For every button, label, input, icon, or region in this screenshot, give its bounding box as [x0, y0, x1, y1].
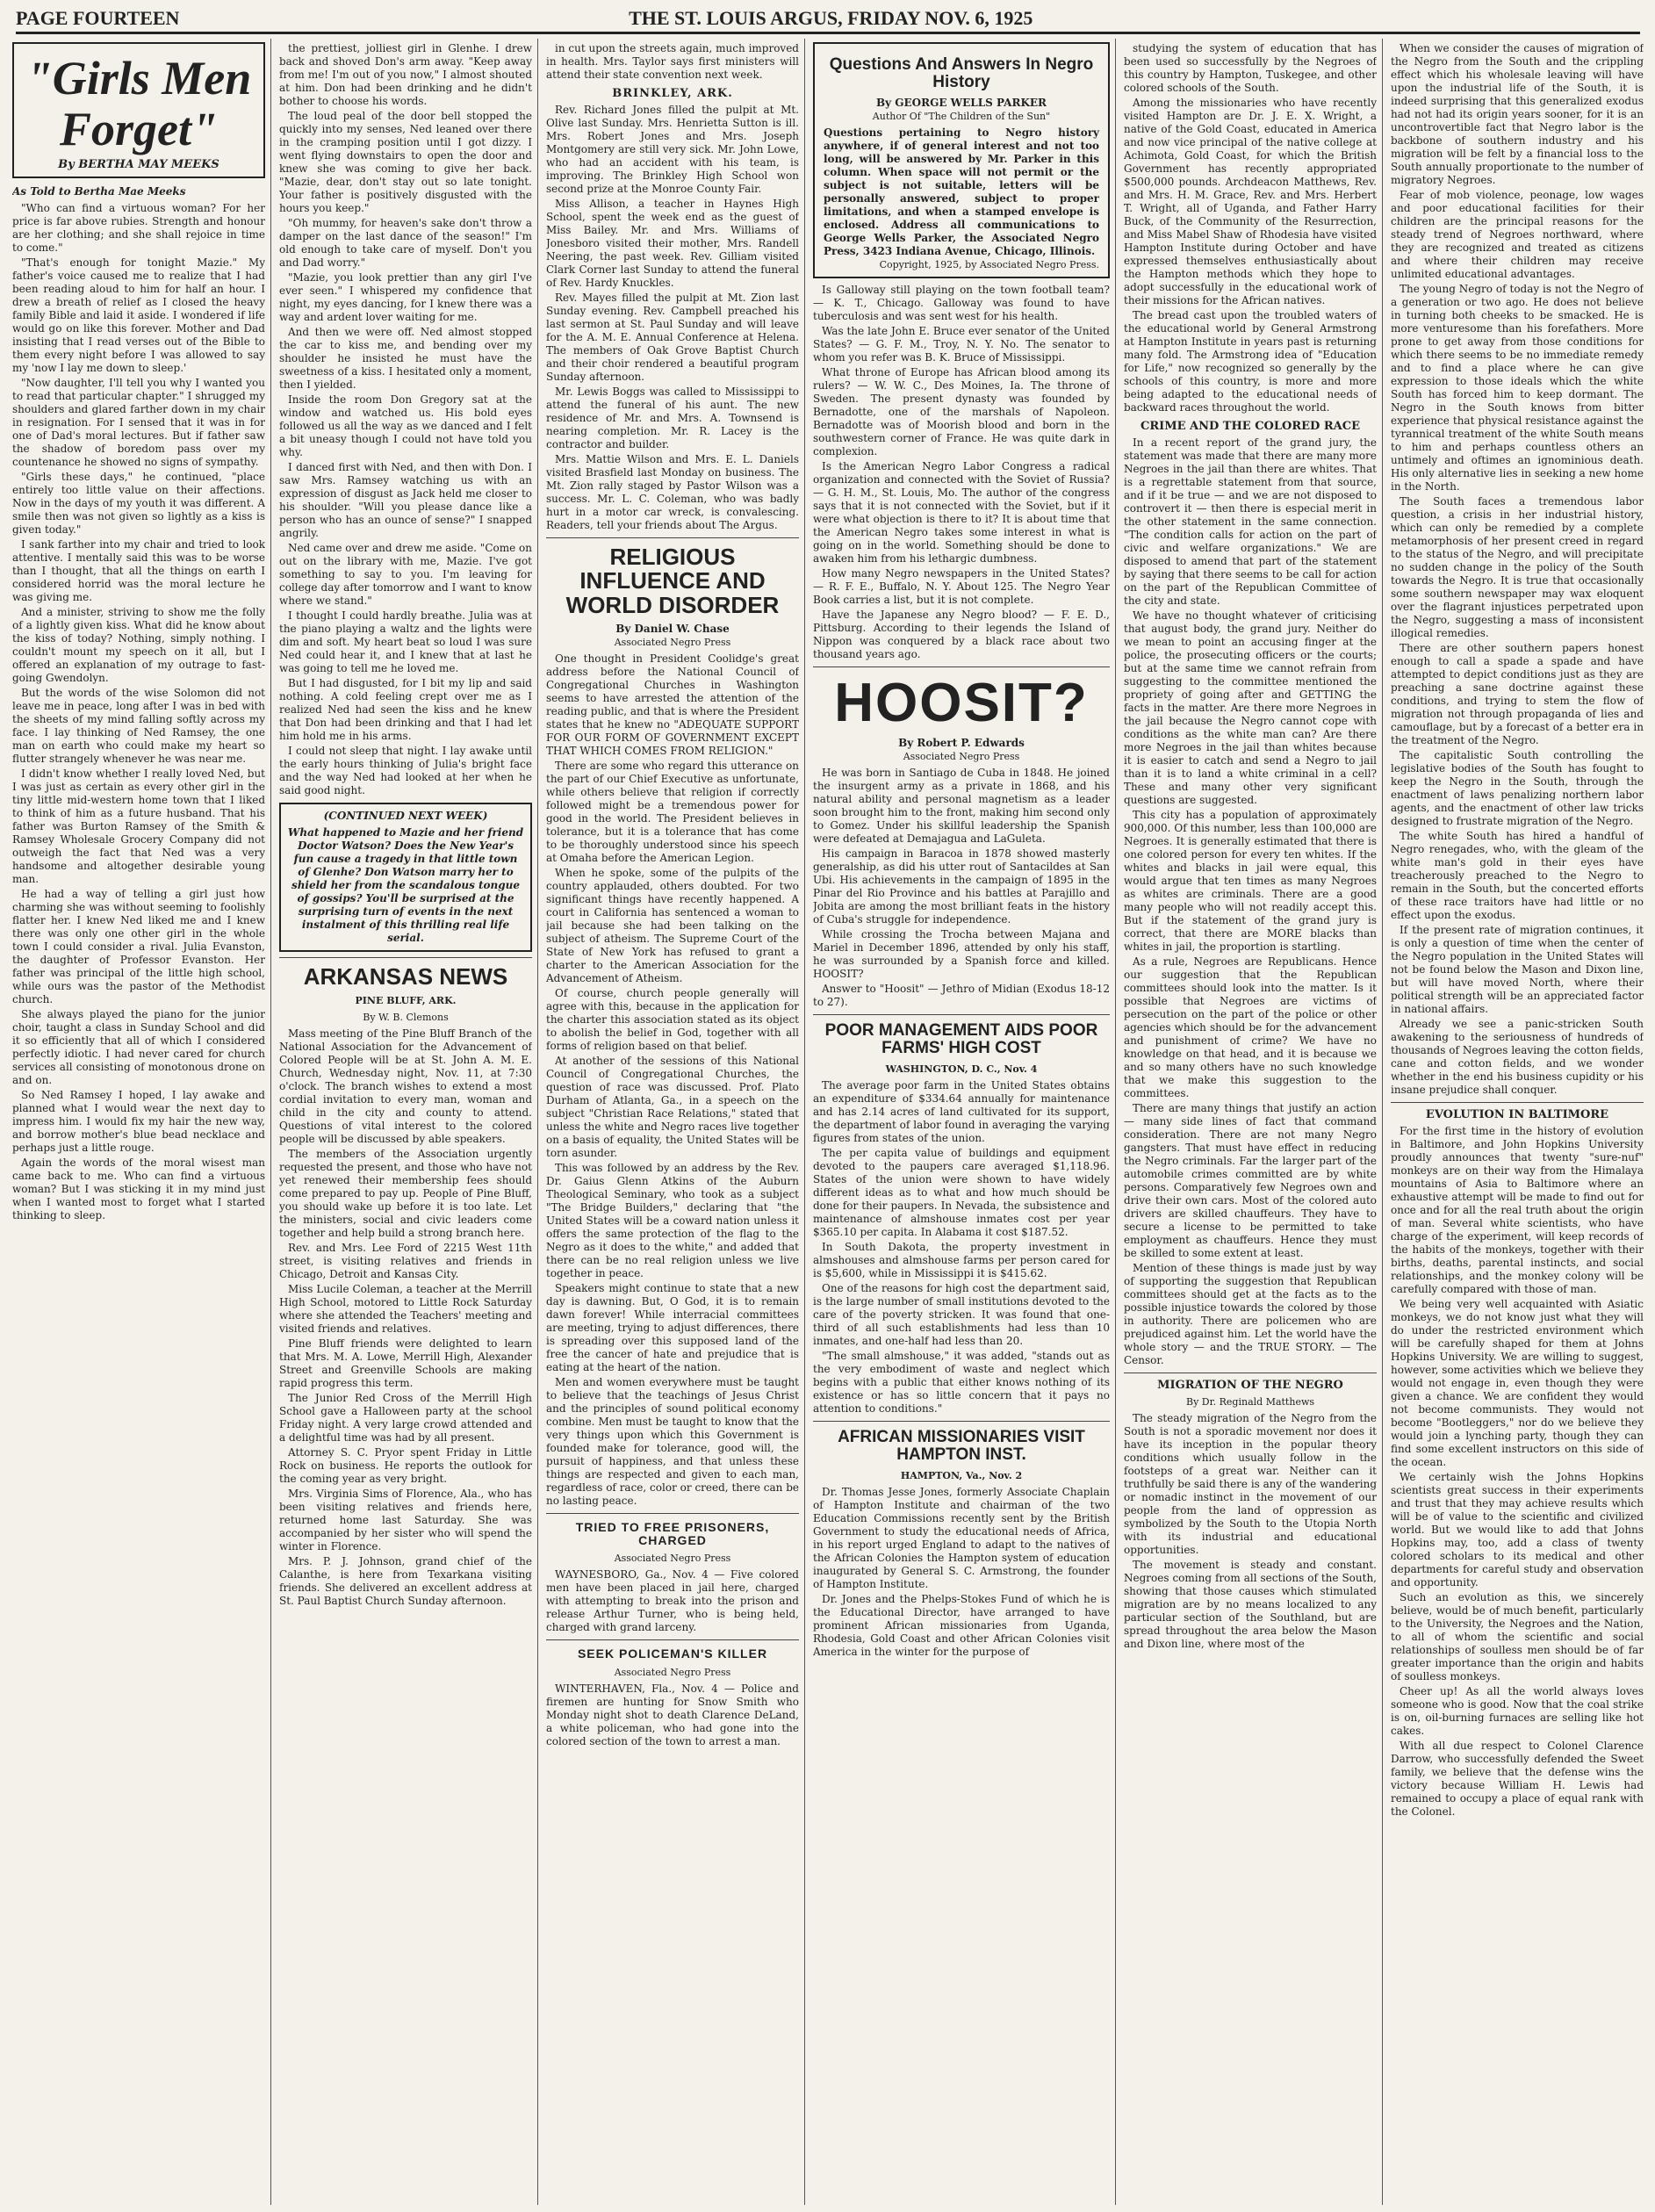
column-rule [804, 39, 805, 2205]
paragraph: Answer to "Hoosit" — Jethro of Midian (Exodus 18-12 to 27). [813, 982, 1110, 1008]
paragraph: in cut upon the streets again, much improved in health. Mrs. Taylor says first ministers will attend their state convention next week. [546, 42, 799, 81]
divider [813, 1421, 1110, 1422]
column-4 [813, 42, 1110, 2203]
paragraph: Have the Japanese any Negro blood? — F. E. D., Pittsburg. According to their legends the Island of Nippon was conquered by a black race about two thousand years ago. [813, 608, 1110, 660]
religious-byline: By Daniel W. Chase [615, 622, 730, 635]
religious-influence-headline: RELIGIOUS INFLUENCE AND WORLD DISORDER [565, 544, 780, 618]
poor-management-dateline: WASHINGTON, D. C., Nov. 4 [885, 1063, 1038, 1075]
paragraph: "Oh mummy, for heaven's sake don't throw a damper on the last dance of the season!" I'm old enough to take care of myself. Don't you and Dad worry." [279, 217, 532, 269]
paragraph: The bread cast upon the troubled waters of the educational world by General Armstrong at Hampton Institute in years past is returning many fold. The Armstrong idea of "Education for Life," now recognized so generally by the schools of this country, is more and more being adapted to the educational needs of backward races throughout the world. [1124, 309, 1377, 414]
paragraph: Inside the room Don Gregory sat at the window and watched us. His bold eyes followed us all the way as we danced and I felt a bit uneasy though I could not have told you why. [279, 393, 532, 458]
hoosit-agency: Associated Negro Press [903, 750, 1020, 762]
divider [546, 1639, 799, 1640]
paragraph: One of the reasons for high cost the department said, is the large number of small institutions devoted to the care of the poverty stricken. It was found that one-third of all such establishments had less than 10 inmates, and one-half had less than 20. [813, 1281, 1110, 1347]
paragraph: Dr. Jones and the Phelps-Stokes Fund of which he is the Educational Director, have arranged to have prominent African missionaries from Uganda, Rhodesia, Gold Coast and other African Colonies visit America in the winter for the purpose of [813, 1592, 1110, 1658]
paragraph: Pine Bluff friends were delighted to learn that Mrs. M. A. Lowe, Merrill High, Alexander Street and Greenville Schools are making rapid progress this term. [279, 1337, 532, 1390]
divider [279, 957, 532, 958]
paragraph: There are many things that justify an action — many side lines of fact that command consideration. There are not many Negro gangsters. That must have effect in reducing the Negro criminals. Far the larger part of the automobile crimes committed are by white persons. Comparatively few Negroes own and drive their own cars. Most of the colored auto drivers are skilled chauffeurs. They have to secure a license to be permitted to take employment as chauffeurs. Hence they must be skilled to some extent at least. [1124, 1102, 1377, 1259]
serial-title-box [12, 42, 265, 178]
column-rule [270, 39, 271, 2205]
paragraph: The movement is steady and constant. Negroes coming from all sections of the South, showing that those causes which stimulated migration are by no means localized to any particular section of the Southland, but are spread throughout the area below the Mason and Dixon line, where most of the [1124, 1559, 1377, 1650]
paragraph: "Who can find a virtuous woman? For her price is far above rubies. Strength and honour are her clothing; and she shall rejoice in time to come." [12, 202, 265, 254]
paragraph: The South faces a tremendous labor question, a crisis in her industrial history, which can only be remedied by a complete metamorphosis of her present creed in regard to the status of the Negro, and will precipitate no sudden change in the policy of the South towards the Negro. It is true that occasionally some southern newspaper may wax eloquent over the flagrant injustices perpetrated upon the Negro, suggesting a mass of inconsistent illogical remedies. [1391, 495, 1644, 639]
paragraph: With all due respect to Colonel Clarence Darrow, who successfully defended the Sweet family, we believe that the defense wins the victory because William H. Lewis had remained to occupy a place of equal rank with the Colonel. [1391, 1740, 1644, 1818]
divider [813, 666, 1110, 667]
divider [546, 1513, 799, 1514]
paragraph: The steady migration of the Negro from the South is not a sporadic movement nor does it have its inception in the popular theory conditions which usually follow in the footsteps of a great war. Neither can it truthfully be said there is any of the wandering or nomadic instinct in the movement of our people from the land of oppression as symbolized by the South to the Utopia North with its industrial and educational opportunities. [1124, 1412, 1377, 1556]
column-rule [1382, 39, 1383, 2205]
paragraph: Miss Lucile Coleman, a teacher at the Merrill High School, motored to Little Rock Saturday where she attended the Teachers' meeting and visited friends and relatives. [279, 1283, 532, 1336]
paragraph: His campaign in Baracoa in 1878 showed masterly generalship, as did his utter rout of Santacildes at San Ubi. His achievements in the campaign of 1895 in the Pinar del Rio Province and his battles at Parajillo and Jobita are among the most brilliant feats in the history of Cuba's struggle for independence. [813, 847, 1110, 926]
questions-byline: By GEORGE WELLS PARKER [875, 96, 1047, 109]
paragraph: Is the American Negro Labor Congress a radical organization and connected with the Soviet of Russia? — G. H. M., St. Louis, Mo. The author of the congress says that it is not connected with the Soviet, but if it were what objection is there to it? It is about time that the American Negro takes some interest in what is going on in the world. Something should be done to awaken him from his lethargic dumbness. [813, 459, 1110, 565]
paragraph: The capitalistic South controlling the legislative bodies of the South has fought to keep the Negro in the South, through the enactment of laws penalizing northern labor agents, and the enactment of other law tricks designed to frustrate migration of the Negro. [1391, 749, 1644, 827]
paragraph: There are other southern papers honest enough to call a spade a spade and have attempted to depict conditions just as they are preaching a sane doctrine against these conditions, and trying to stem the flow of migration not through propaganda of lies and camouflage, but by a forecast of a better era in the treatment of the Negro. [1391, 642, 1644, 746]
paragraph: How many Negro newspapers in the United States? — R. F. E., Buffalo, N. Y. About 125. The Negro Year Book carries a list, but it is not complete. [813, 566, 1110, 606]
migration-byline: By Dr. Reginald Matthews [1185, 1396, 1315, 1408]
serial-title: "Girls Men Forget" [25, 52, 252, 155]
paragraph: The Junior Red Cross of the Merrill High School gave a Halloween party at the school Friday night. A very large crowd attended and a delightful time was had by all present. [279, 1392, 532, 1445]
paragraph: When he spoke, some of the pulpits of the country applauded, others doubted. For two significant things have recently happened. A court in California has sentenced a woman to jail because she had been talking on the subject of atheism. The Supreme Court of the State of New York has refused to grant a charter to the American Association for the Advancement of Atheism. [546, 866, 799, 984]
paragraph: But the words of the wise Solomon did not leave me in peace, long after I was in bed with the sheets of my mind falling softly across my face. I lay thinking of Ned Ramsey, the one man on earth who could make my heart so flutter strangely whenever he was near me. [12, 687, 265, 765]
page-label: PAGE FOURTEEN [16, 7, 180, 29]
column-rule [537, 39, 538, 2205]
paper-title-date: THE ST. LOUIS ARGUS, FRIDAY NOV. 6, 1925 [629, 7, 1033, 29]
paragraph: We being very well acquainted with Asiatic monkeys, we do not know just what they will do under the restricted environment which will be carefully shaped for them at Johns Hopkins University. We are willing to suggest, however, some activities which we believe they would not engage in, even though they were given a chance. We are confident they would not become communists. They would not become "Bootleggers," nor do we believe they would join a lynching party, though they can find some excellent instructors on this side of the ocean. [1391, 1298, 1644, 1468]
serial-teaser: What happened to Mazie and her friend Doctor Watson? Does the New Year's fun cause a tragedy in that little town of Glenhe? Don Watson marry her to shield her from the scandalous tongue of gossips? You'll be surprised at the surprising turn of events in the next instalment of this thrilling real life serial. [287, 826, 524, 944]
paragraph: I could not sleep that night. I lay awake until the early hours thinking of Julia's bright face and the way Ned had looked at her when he said good night. [279, 745, 532, 796]
serial-body [12, 202, 265, 1222]
paragraph: So Ned Ramsey I hoped, I lay awake and planned what I would wear the next day to impress him. I would fix my hair the new way, and borrow mother's blue bead necklace and perhaps just a little rouge. [12, 1089, 265, 1154]
divider [813, 1014, 1110, 1015]
paragraph: Again the words of the moral wisest man came back to me. Who can find a virtuous woman? But I was sticking it in my mind just when I wanted most to forget what I started thinking to sleep. [12, 1156, 265, 1221]
brinkley-dateline: BRINKLEY, ARK. [612, 87, 733, 100]
paragraph: I thought I could hardly breathe. Julia was at the piano playing a waltz and the lights were dim and soft. My heart beat so loud I was sure Ned could hear it, and I knew that at last he was going to tell me he loved me. [279, 609, 532, 674]
paragraph: Rev. Richard Jones filled the pulpit at Mt. Olive last Sunday. Mrs. Henrietta Sutton is ill. Mrs. Robert Jones and Mrs. Joseph Montgomery are still very sick. Mr. John Lowe, who had an accident with his team, is improving. The Brinkley High School won second prize at the Monroe County Fair. [546, 104, 799, 195]
paragraph: I danced first with Ned, and then with Don. I saw Mrs. Ramsey watching us with an expression of disgust as Jack held me closer to his shoulder. "Will you please dance like a person who has an ounce of sense?" I snapped angrily. [279, 461, 532, 539]
serial-byline: By BERTHA MAY MEEKS [58, 158, 219, 171]
paragraph: In South Dakota, the property investment in almshouses and almshouse farms per person cared for is $5,600, while in Mississippi it is $415.62. [813, 1240, 1110, 1279]
african-missionaries-dateline: HAMPTON, Va., Nov. 2 [900, 1469, 1023, 1481]
paragraph: And then we were off. Ned almost stopped the car to kiss me, and bending over my shoulder he insisted he must have the sweetness of a kiss. I hesitated only a moment, then I yielded. [279, 326, 532, 391]
paragraph: He was born in Santiago de Cuba in 1848. He joined the insurgent army as a private in 1868, and his natural ability and personal magnetism as a leader soon brought him to the front, making him second only to Gomez. Under his skillful leadership the Spanish were defeated at Demajagua and LaGuleta. [813, 766, 1110, 845]
divider [1391, 1102, 1644, 1103]
paragraph: For the first time in the history of evolution in Baltimore, and John Hopkins University proudly announces that twenty "sure-nuf" monkeys are on their way from the Himalaya mountains of Asia to Baltimore where an exhaustive attempt will be made to find out for once and for all the real truth about the origin of man. Several white scientists, who have charge of the experiment, will keep records of the habits of the monkeys, together with their births, deaths, parental instincts, and social relationships, and the monkey colony will be carefully compared with those of man. [1391, 1125, 1644, 1295]
paragraph: As a rule, Negroes are Republicans. Hence our suggestion that the Republican committees should look into the matter. Is it possible that Negroes are victims of persecution on the part of the police or other agencies which should be for the advancement and punishment of crime? We have no knowledge on that head, and it is because we and so many others have no such knowledge that we make this suggestion to the committees. [1124, 955, 1377, 1099]
paragraph: "Girls these days," he continued, "place entirely too little value on their affections. Now in the days of my youth it was different. A smile then was not given so lightly as a kiss is given today." [12, 471, 265, 536]
paragraph: In a recent report of the grand jury, the statement was made that there are many more Negroes in the jail than there are whites. That is a regrettable statement from that source, and if it be true — and we are not disposed to controvert it — then there is especial merit in the other statement in the same connection. "The condition calls for action on the part of civic and welfare organizations." We are disposed to amend that part of the statement by saying that there seems to be call for action on the part of the Republican Committee of the city and state. [1124, 436, 1377, 607]
paragraph: Mention of these things is made just by way of supporting the suggestion that Republican committees should get at the facts as to the possible injustice towards the colored by those in authority. There are policemen who are prejudiced against him. Let the world have the whole story — and the TRUE STORY. — The Censor. [1124, 1262, 1377, 1366]
paragraph: Rev. Mayes filled the pulpit at Mt. Zion last Sunday evening. Rev. Campbell preached his last sermon at St. Paul Sunday and will leave for the A. M. E. Annual Conference at Helena. The members of Oak Grove Baptist Church and their choir rendered a beautiful program Sunday afternoon. [546, 292, 799, 383]
paragraph: The average poor farm in the United States obtains an expenditure of $334.64 annually for maintenance and has 2.14 acres of land cultivated for its support, the department of labor found in averaging the varying figures from states of the union. [813, 1078, 1110, 1144]
paragraph: WAYNESBORO, Ga., Nov. 4 — Five colored men have been placed in jail here, charged with attempting to break into the prison and release Arthur Turner, who is being held, charged with grand larceny. [546, 1568, 799, 1634]
hoosit-byline: By Robert P. Edwards [898, 736, 1025, 749]
short2-headline: SEEK POLICEMAN'S KILLER [577, 1646, 768, 1661]
column-5 [1124, 42, 1377, 2203]
african-missionaries-headline: AFRICAN MISSIONARIES VISIT HAMPTON INST. [838, 1427, 1085, 1464]
paragraph: The per capita value of buildings and equipment devoted to the paupers care averaged $1,118.96. States of the union were shown to have widely different ideas as to what and how much should be done for their paupers. In Nevada, the subsistence and maintenance of almshouse inmates cost per year $365.10 per capita. In Alabama it cost $187.52. [813, 1146, 1110, 1238]
migration-headline: MIGRATION OF THE NEGRO [1157, 1379, 1343, 1392]
poor-management-headline: POOR MANAGEMENT AIDS POOR FARMS' HIGH COST [824, 1020, 1098, 1057]
paragraph: Among the missionaries who have recently visited Hampton are Dr. J. E. X. Wright, a native of the Gold Coast, educated in America and now vice principal of the native college at Achimota, Gold Coast, for which the British Government has recently appropriated $500,000 pounds. Archdeacon Matthews, Rev. and Mrs. H. M. Grace, Rev. and Mrs. Herbert T. Wright, all of Uganda, and Father Harry Buck, of the Community of the Resurrection, and Miss Mabel Shaw of Rhodesia have visited Hampton Institute during October and have expressed themselves enthusiastically about the Hampton methods which they hope to adopt successfully in the educational work of their missions for the African natives. [1124, 97, 1377, 306]
paragraph: One thought in President Coolidge's great address before the National Council of Congregational Churches in Washington seems to have arrested the attention of the reading public, and that is where the President states that he knew no "ADEQUATE SUPPORT FOR OUR FORM OF GOVERNMENT EXCEPT THAT WHICH COMES FROM RELIGION." [546, 652, 799, 757]
questions-intro: Questions pertaining to Negro history anywhere, if of general interest and not too long, will be answered by Mr. Parker in this column. When space will not permit or the subject is not suitable, letters will be personally answered, subject to proper limitations, and when a stamped envelope is enclosed. Address all communications to George Wells Parker, the Associated Negro Press, 3423 Indiana Avenue, Chicago, Illinois. [824, 126, 1099, 257]
continued-label: (CONTINUED NEXT WEEK) [323, 810, 488, 822]
paragraph: Of course, church people generally will agree with this, because in the application for the charter this association stated as its object to abolish the belief in God, together with all forms of religion based on that belief. [546, 986, 799, 1052]
paragraph: I didn't know whether I really loved Ned, but I was just as certain as every other girl in the tiny little mid-western home town that I liked to think of him as a future husband. That his father was Burton Ramsey of the Smith & Ramsey Wholesale Grocery Company did not outweigh the fact that Ned was a very handsome and altogether desirable young man. [12, 767, 265, 885]
paragraph: "That's enough for tonight Mazie." My father's voice caused me to realize that I had been reading aloud to him for half an hour. I drew a breath of relief as I closed the heavy family Bible and laid it aside. I wondered if life would go on like this forever. Mother and Dad insisting that I read verses out of the Bible to them every night before I was allowed to say my 'now I lay me down to sleep.' [12, 256, 265, 374]
questions-headline: Questions And Answers In Negro History [829, 55, 1094, 91]
paragraph: While crossing the Trocha between Majana and Mariel in December 1896, attended by only his staff, he was surrounded by a Spanish force and killed. HOOSIT? [813, 927, 1110, 980]
column-6 [1391, 42, 1644, 2203]
paragraph: This was followed by an address by the Rev. Dr. Gaius Glenn Atkins of the Auburn Theological Seminary, who took as a subject "The Bridge Builders," declaring that "the United States will be a coward nation unless it offers the same protection of the flag to the Negro as it does to the white," and added that there can be no real religion unless we live together in peace. [546, 1161, 799, 1279]
paragraph: "Mazie, you look prettier than any girl I've ever seen." I whispered my confidence that night, my eyes dancing, for I knew there was a way and ardent lover waiting for me. [279, 271, 532, 323]
paragraph: What throne of Europe has African blood among its rulers? — W. W. C., Des Moines, Ia. The throne of Sweden. The present dynasty was founded by Bernadotte, one of the marshals of Napoleon. Bernadotte was of Moorish blood and born in the southwestern corner of France. He was quite dark in complexion. [813, 365, 1110, 458]
paragraph: This city has a population of approximately 900,000. Of this number, less than 100,000 are Negroes. It is generally estimated that there is one colored person for every ten whites. If the whites and blacks in jail were equal, this would argue that ten times as many Negroes as whites are criminals. There are a good many people who will not readily accept this. But if the statement of the grand jury is correct, that there are MORE blacks than whites in jail, the proportion is startling. [1124, 809, 1377, 953]
paragraph: WINTERHAVEN, Fla., Nov. 4 — Police and firemen are hunting for Snow Smith who Monday night shot to death Clarence DeLand, a white policeman, who had gone into the colored section of the town to arrest a man. [546, 1682, 799, 1747]
column-2 [279, 42, 532, 2203]
questions-copyright: Copyright, 1925, by Associated Negro Press. [879, 258, 1099, 270]
short1-agency: Associated Negro Press [614, 1553, 731, 1565]
paragraph: Cheer up! As all the world always loves someone who is good. Now that the coal strike is on, oil-burning furnaces are selling like hot cakes. [1391, 1685, 1644, 1737]
paragraph: We certainly wish the Johns Hopkins scientists great success in their experiments and trust that they may achieve results which will be of value to the scientific and civilized world. But we would like to add that Johns Hopkins may, too, add a class of twenty colored scholars to its medical and other departments for careful study and observation and opportunity. [1391, 1471, 1644, 1589]
paragraph: The members of the Association urgently requested the present, and those who have not yet renewed their membership fees should come prepared to pay up. People of Pine Bluff, you should wake up before it is too late. Let the ministers, social and civic leaders come together and help build a strong branch here. [279, 1148, 532, 1240]
paragraph: Fear of mob violence, peonage, low wages and poor educational facilities for their children are the principal reasons for the steady trend of Negroes northward, where they are recognized and treated as citizens and where their children may receive unlimited educational advantages. [1391, 189, 1644, 280]
hoosit-headline: HOOSIT? [834, 672, 1089, 733]
arkansas-byline: By W. B. Clemons [363, 1012, 449, 1024]
paragraph: Speakers might continue to state that a new day is dawning. But, O God, it is to remain dawn forever! While interracial committees are meeting, trying to adjust differences, there is spreading over this supposed land of the free the cancer of hate and prejudice that is eating at the heart of the nation. [546, 1281, 799, 1373]
paragraph: Mrs. P. J. Johnson, grand chief of the Calanthe, is here from Texarkana visiting friends. She delivered an excellent address at St. Paul Baptist Church Sunday afternoon. [279, 1555, 532, 1608]
paragraph: Mrs. Mattie Wilson and Mrs. E. L. Daniels visited Brasfield last Monday on business. The Mt. Zion rally staged by Pastor Wilson was a success. Mr. L. C. Coleman, who was badly hurt in a motor car wreck, is convalescing. Readers, tell your friends about The Argus. [546, 453, 799, 531]
serial-lead: As Told to Bertha Mae Meeks [12, 185, 186, 198]
paragraph: If the present rate of migration continues, it is only a question of time when the center of the Negro population in the United States will not be found below the Mason and Dixon line, but will have moved North, where their political strength will be an appreciated factor in national affairs. [1391, 924, 1644, 1015]
paragraph: Ned came over and drew me aside. "Come on out on the library with me, Mazie. I've got something to say to you. I'm leaving for college day after tomorrow and I want to know where we stand." [279, 542, 532, 607]
paragraph: Is Galloway still playing on the town football team? — K. T., Chicago. Galloway was found to have tuberculosis and was sent west for his health. [813, 283, 1110, 322]
paragraph: Men and women everywhere must be taught to believe that the teachings of Jesus Christ and the principles of sound political economy combine. Men must be taught to know that the very things upon which this Government is founded make for tolerance, good will, the pursuit of happiness, and that unless these things are respected and given to each man, regardless of race, color or creed, there can be no lasting peace. [546, 1375, 799, 1507]
paragraph: "Now daughter, I'll tell you why I wanted you to read that particular chapter." I shrugged my shoulders and glared farther down in my chair in resignation. For I sensed that it was in for one of Dad's moral lectures. But if father saw the shadow of boredom pass over my countenance he showed no signs of sympathy. [12, 377, 265, 468]
paragraph: Was the late John E. Bruce ever senator of the United States? — G. F. M., Troy, N. Y. No. The senator to whom you refer was B. K. Bruce of Mississippi. [813, 324, 1110, 364]
paragraph: Miss Allison, a teacher in Haynes High School, spent the week end as the guest of Miss Bailey. Mr. and Mrs. Williams of Jonesboro visited their mother, Mrs. Randell Neering, the past week. Rev. Gilliam visited Clark Corner last Sunday to attend the funeral of Rev. Hardy Knuckles. [546, 198, 799, 289]
paragraph: studying the system of education that has been used so successfully by the Negroes of this country by Hampton, Tuskegee, and other colored schools of the South. [1124, 42, 1377, 94]
column-3 [546, 42, 799, 2203]
paragraph: She always played the piano for the junior choir, taught a class in Sunday School and did it so efficiently that all of which I considered perfectly idiotic. I had never cared for church services all consisting of monotonous drone on and on. [12, 1008, 265, 1086]
paragraph: the prettiest, jolliest girl in Glenhe. I drew back and shoved Don's arm away. "Keep away from me! I'm out of you now," I almost shouted at him. Don had been drinking and he didn't bother to choose his words. [279, 42, 532, 107]
paragraph: We have no thought whatever of criticising that august body, the grand jury. Neither do we mean to point an accusing finger at the police, the prosecuting officers or the courts; but at the same time we cannot refrain from suggesting to the committee mentioned the propriety of going after and GETTING the facts in the matter. Are there more Negroes in the jail because the Negro cannot cope with conditions as the white man can? Are there more Negroes in the jail than whites because it is easier to catch and send a Negro to jail than it is to land a white criminal in a cell? These and many other very significant questions are suggested. [1124, 609, 1377, 806]
paragraph: "The small almshouse," it was added, "stands out as the very embodiment of waste and neglect which begins with a public that either knows nothing of its existence or has so little concern that it pays no attention to conditions." [813, 1349, 1110, 1415]
masthead [16, 5, 1640, 34]
paragraph: He had a way of telling a girl just how charming she was without seeming to foolishly flatter her. I knew Ned liked me and I knew there was only one other girl in the whole town I could consider a rival. Julia Evanston, the daughter of Professor Evanston. Her father was principal of the little high school, while ours was the pastor of the Methodist church. [12, 888, 265, 1005]
divider [546, 537, 799, 538]
paragraph: The white South has hired a handful of Negro renegades, who, with the gleam of the white man's gold in their eyes have treacherously preached to the Negro to remain in the South, but the concerted efforts of these race traitors have had little or no effect upon the exodus. [1391, 830, 1644, 921]
arkansas-dateline: PINE BLUFF, ARK. [355, 995, 457, 1007]
paragraph: Attorney S. C. Pryor spent Friday in Little Rock on business. He reports the outlook for the coming year as very bright. [279, 1446, 532, 1486]
paragraph: Such an evolution as this, we sincerely believe, would be of much benefit, particularly to the University, the Negroes and the Nation, to all of whom the scientific and social relationships of soulless men should be of far greater importance than the origin and habits of soulless monkeys. [1391, 1591, 1644, 1682]
paragraph: Already we see a panic-stricken South awakening to the seriousness of hundreds of thousands of Negroes leaving the cotton fields, cane and cotton fields, and we wonder whether in the end his business cupidity or his insane prejudice shall conquer. [1391, 1018, 1644, 1096]
paragraph: Rev. and Mrs. Lee Ford of 2215 West 11th street, is visiting relatives and friends in Chicago, Detroit and Kansas City. [279, 1242, 532, 1281]
short2-agency: Associated Negro Press [614, 1666, 731, 1678]
column-1 [12, 42, 265, 2203]
questions-box [813, 42, 1110, 278]
arkansas-news-headline: ARKANSAS NEWS [303, 963, 508, 990]
short1-headline: TRIED TO FREE PRISONERS, CHARGED [575, 1519, 770, 1547]
paragraph: The loud peal of the door bell stopped the quickly into my senses, Ned leaned over there in the cramping position until I got dizzy. I went flying downstairs to open the door and knew she was coming to give her back. "Mazie, dear, don't stay out so late tonight. Your father is positively disgusted with the hours you keep." [279, 110, 532, 214]
paragraph: I sank farther into my chair and tried to look attentive. I mentally said this was to be worse than I thought, that all the things on earth I considered horrid was the moral lecture he was giving me. [12, 538, 265, 603]
evolution-headline: EVOLUTION IN BALTIMORE [1425, 1108, 1609, 1121]
continued-box [279, 803, 532, 952]
paragraph: Mr. Lewis Boggs was called to Mississippi to attend the funeral of his aunt. The new residence of Mr. and Mrs. A. Townsend is nearing completion. Mr. R. Lacey is the contractor and builder. [546, 385, 799, 450]
paragraph: And a minister, striving to show me the folly of a lightly given kiss. What did he know about the kiss of today? Nothing, simply nothing. I couldn't mount my speech on it all, but I offered an explanation of my outrage to fast-going Gwendolyn. [12, 606, 265, 684]
paragraph: There are some who regard this utterance on the part of our Chief Executive as unfortunate, while others believe that religion if correctly followed might be a tremendous power for good in the world. The President believes in tolerance, but it is a tolerance that has come to be thoroughly understood since his speech at Omaha before the American Legion. [546, 759, 799, 864]
crime-headline: CRIME AND THE COLORED RACE [1140, 420, 1360, 433]
paragraph: At another of the sessions of this National Council of Congregational Churches, the question of race was discussed. Prof. Plato Durham of Atlanta, Ga., in a speech on the subject "Christian Race Relations," stated that unless the white and Negro races live together on a basis of equality, the United States will be torn asunder. [546, 1054, 799, 1159]
paragraph: The young Negro of today is not the Negro of a generation or two ago. He does not believe in turning both cheeks to be smacked. He is more venturesome than his forefathers. More prone to get away from those conditions for which there seems to be no immediate remedy and to find a place where he can give expression to those ideals which the white South has forced him to keep dormant. The Negro in the South knows from bitter experience that physical resistance against the tyrannical treatment of the white South means to him and perhaps countless others an untimely and oftimes an ignominious death. His only alternative lies in seeking a new home in the North. [1391, 283, 1644, 493]
paragraph: Mrs. Virginia Sims of Florence, Ala., who has been visiting relatives and friends here, returned home last Saturday. She was accompanied by her sister who will spend the winter in Florence. [279, 1488, 532, 1553]
paragraph: Mass meeting of the Pine Bluff Branch of the National Association for the Advancement of Colored People will be at St. John A. M. E. Church, Wednesday night, Nov. 11, at 7:30 o'clock. The branch wishes to extend a most cordial invitation to every man, woman and child in the city and county to attend. Questions of vital interest to the colored people will be discussed by able speakers. [279, 1027, 532, 1146]
religious-agency: Associated Negro Press [614, 636, 731, 648]
paragraph: When we consider the causes of migration of the Negro from the South and the crippling effect which his wholesale leaving will have upon the industrial life of the South, it is indeed surprising that this generalized exodus had not had its origin years sooner, for it is an uncontrovertible fact that Negro labor is the backbone of southern industry and his migration will be felt by a financial loss to the South annually proportionate to the number of migratory Negroes. [1391, 42, 1644, 186]
questions-author-line: Author Of "The Children of the Sun" [872, 110, 1051, 122]
column-rule [1115, 39, 1116, 2205]
paragraph: Dr. Thomas Jesse Jones, formerly Associate Chaplain of Hampton Institute and chairman of the two Education Commissions recently sent by the British Government to study the educational needs of Africa, in his report urged England to adapt to the natives of the African Colonies the Hampton system of education inaugurated by General S. C. Armstrong, the founder of Hampton Institute. [813, 1485, 1110, 1590]
paragraph: But I had disgusted, for I bit my lip and said nothing. A cold feeling crept over me as I realized Ned had seen the kiss and he knew that Don had been drinking and that I had let him hold me in his arms. [279, 677, 532, 742]
